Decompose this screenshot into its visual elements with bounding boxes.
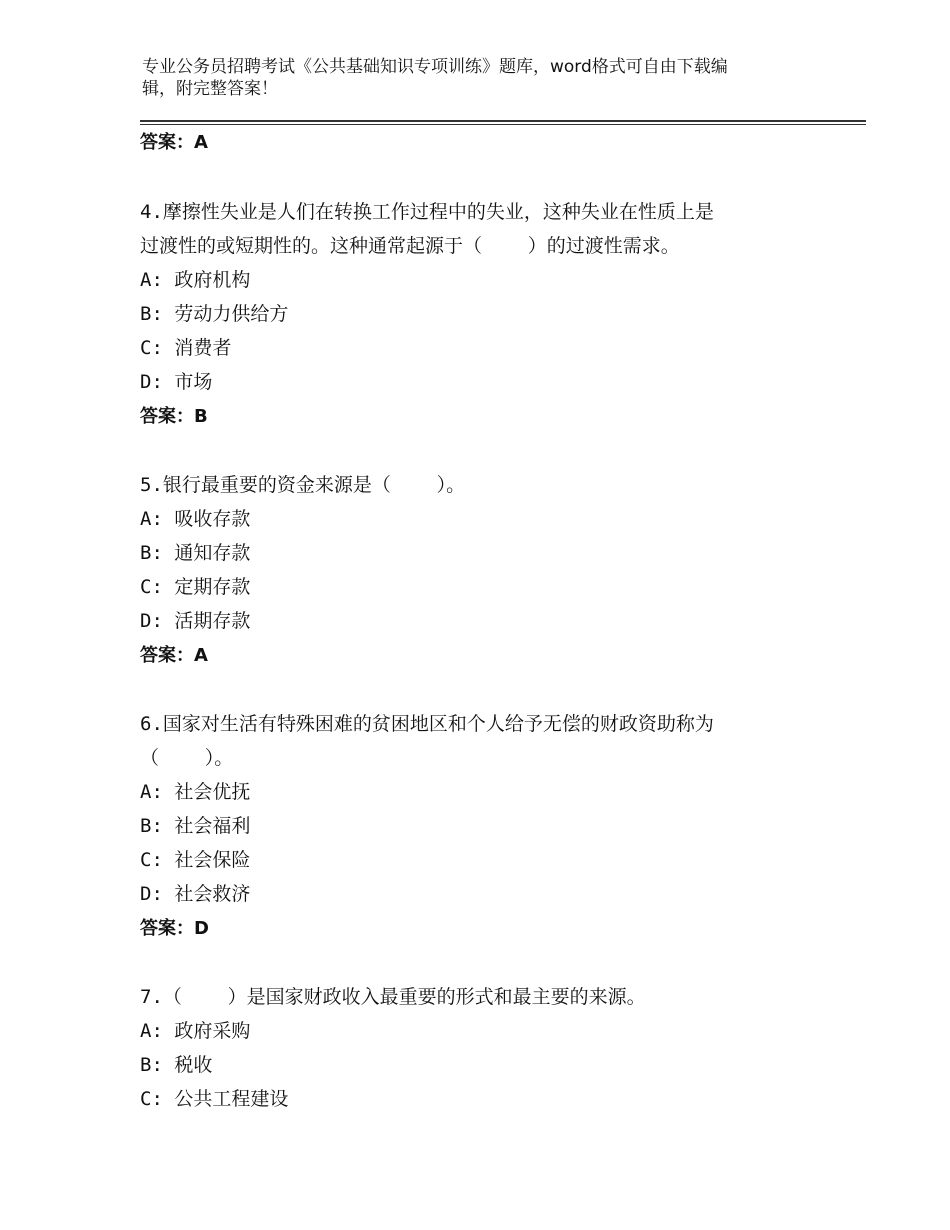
header-divider-thin: [140, 124, 866, 125]
question-7-option-b: B: 税收: [140, 1054, 213, 1076]
question-4-option-c: C: 消费者: [140, 337, 232, 359]
question-6-option-d: D: 社会救济: [140, 883, 251, 905]
header-line-1: 专业公务员招聘考试《公共基础知识专项训练》题库，word格式可自由下载编: [142, 57, 728, 77]
question-5-option-a: A: 吸收存款: [140, 508, 251, 530]
answer-q5: 答案：A: [140, 645, 208, 666]
question-7-option-a: A: 政府采购: [140, 1020, 251, 1042]
header-divider-thick: [140, 120, 866, 122]
question-4-option-d: D: 市场: [140, 371, 213, 393]
question-5-option-d: D: 活期存款: [140, 610, 251, 632]
question-6-option-c: C: 社会保险: [140, 849, 251, 871]
answer-q3: 答案：A: [140, 132, 208, 153]
question-5-option-b: B: 通知存款: [140, 542, 251, 564]
question-6-option-b: B: 社会福利: [140, 815, 251, 837]
answer-q4: 答案：B: [140, 406, 208, 427]
page-header: [142, 56, 802, 100]
question-5-option-c: C: 定期存款: [140, 576, 251, 598]
question-7-option-c: C: 公共工程建设: [140, 1088, 289, 1110]
question-6-stem-line-1: 6.国家对生活有特殊困难的贫困地区和个人给予无偿的财政资助称为: [140, 713, 714, 735]
question-4-option-b: B: 劳动力供给方: [140, 303, 289, 325]
question-7-stem-line-1: 7.（ ）是国家财政收入最重要的形式和最主要的来源。: [140, 986, 646, 1008]
answer-q6: 答案：D: [140, 918, 209, 939]
question-4-stem-line-2: 过渡性的或短期性的。这种通常起源于（ ）的过渡性需求。: [140, 235, 680, 257]
question-5-stem-line-1: 5.银行最重要的资金来源是（ ）。: [140, 474, 466, 496]
question-6-stem-line-2: （ ）。: [140, 747, 234, 769]
question-4-option-a: A: 政府机构: [140, 269, 251, 291]
header-line-2: 辑，附完整答案！: [142, 79, 278, 99]
question-6-option-a: A: 社会优抚: [140, 781, 251, 803]
question-4-stem-line-1: 4.摩擦性失业是人们在转换工作过程中的失业，这种失业在性质上是: [140, 201, 714, 223]
